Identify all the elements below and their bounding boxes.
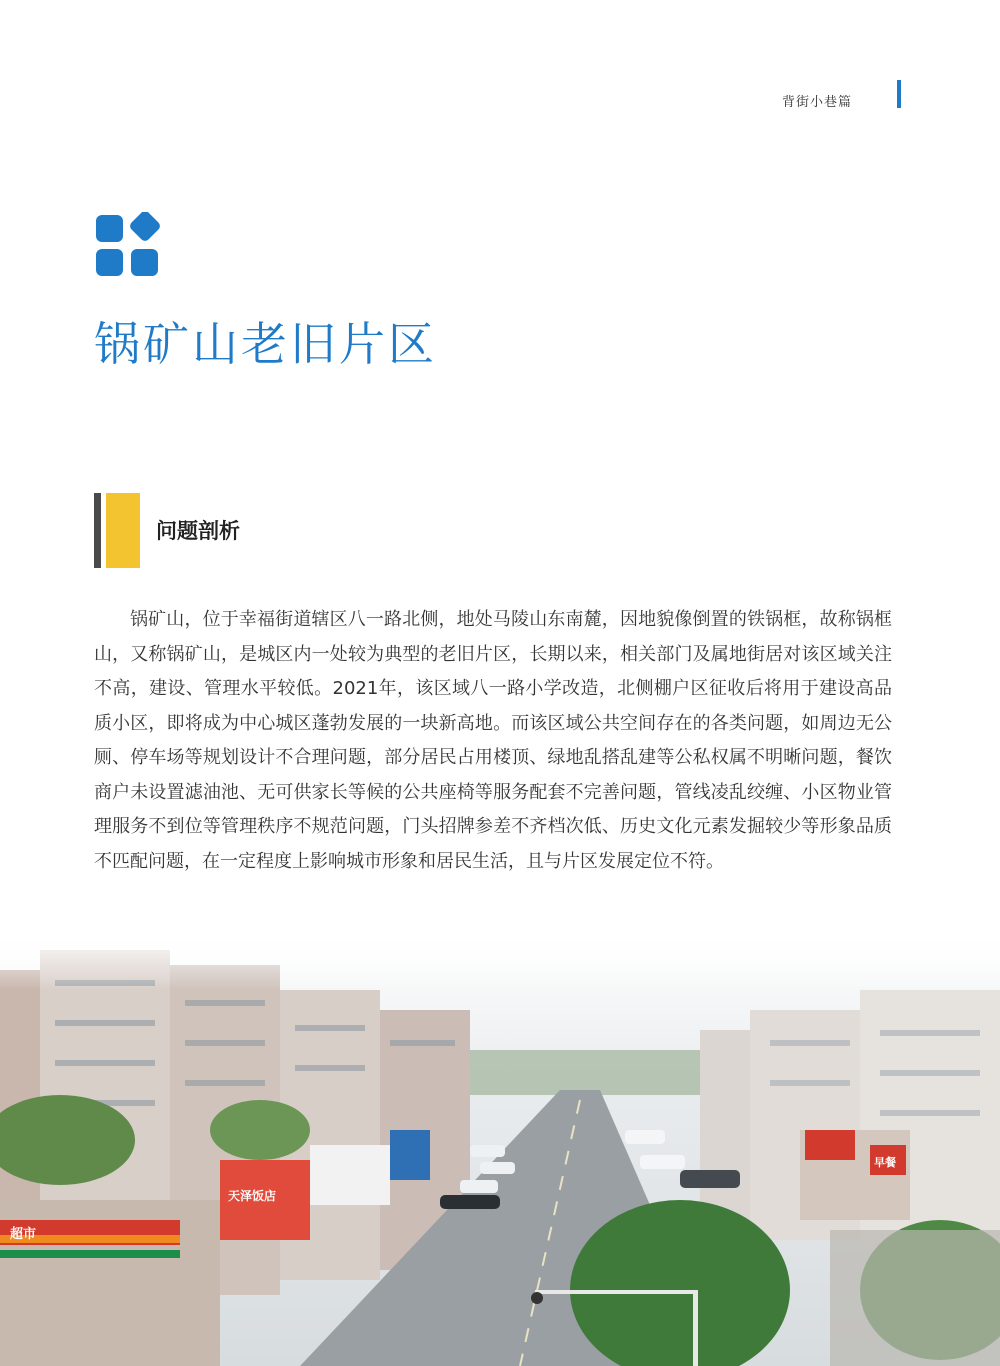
section-marker-yellow-block: [106, 493, 140, 568]
section-heading: 问题剖析: [156, 519, 240, 543]
street-aerial-photo: [0, 930, 1000, 1366]
header-accent-bar: [897, 80, 901, 108]
page-title: 锅矿山老旧片区: [94, 317, 437, 371]
body-paragraph: 锅矿山，位于幸福街道辖区八一路北侧，地处马陵山东南麓，因地貌像倒置的铁锅框，故称锅框山，又称锅矿山，是城区内一处较为典型的老旧片区，长期以来，相关部门及属地街居对该区域关注不高，建设、管理水平较低。2021年，该区域八一路小学改造，北侧棚户区征收后将用于建设高品质小区，即将成为中心城区蓬勃发展的一块新高地。而该区域公共空间存在的各类问题，如周边无公厕、停车场等规划设计不合理问题，部分居民占用楼顶、绿地乱搭乱建等公私权属不明晰问题，餐饮商户未设置滤油池、无可供家长等候的公共座椅等服务配套不完善问题，管线凌乱绞缠、小区物业管理服务不到位等管理秩序不规范问题，门头招牌参差不齐档次低、历史文化元素发掘较少等形象品质不匹配问题，在一定程度上影响城市形象和居民生活，且与片区发展定位不符。: [94, 609, 892, 872]
four-blocks-icon: [95, 212, 161, 278]
section-marker-dark-bar: [94, 493, 101, 568]
photo-sign-restaurant: 天泽饭店: [228, 1189, 277, 1203]
section-marker: [94, 493, 140, 568]
photo-sign-supermarket: 超市: [10, 1227, 37, 1242]
header-section-label: 背街小巷篇: [781, 95, 852, 110]
photo-sign-breakfast: 早餐: [874, 1156, 896, 1169]
